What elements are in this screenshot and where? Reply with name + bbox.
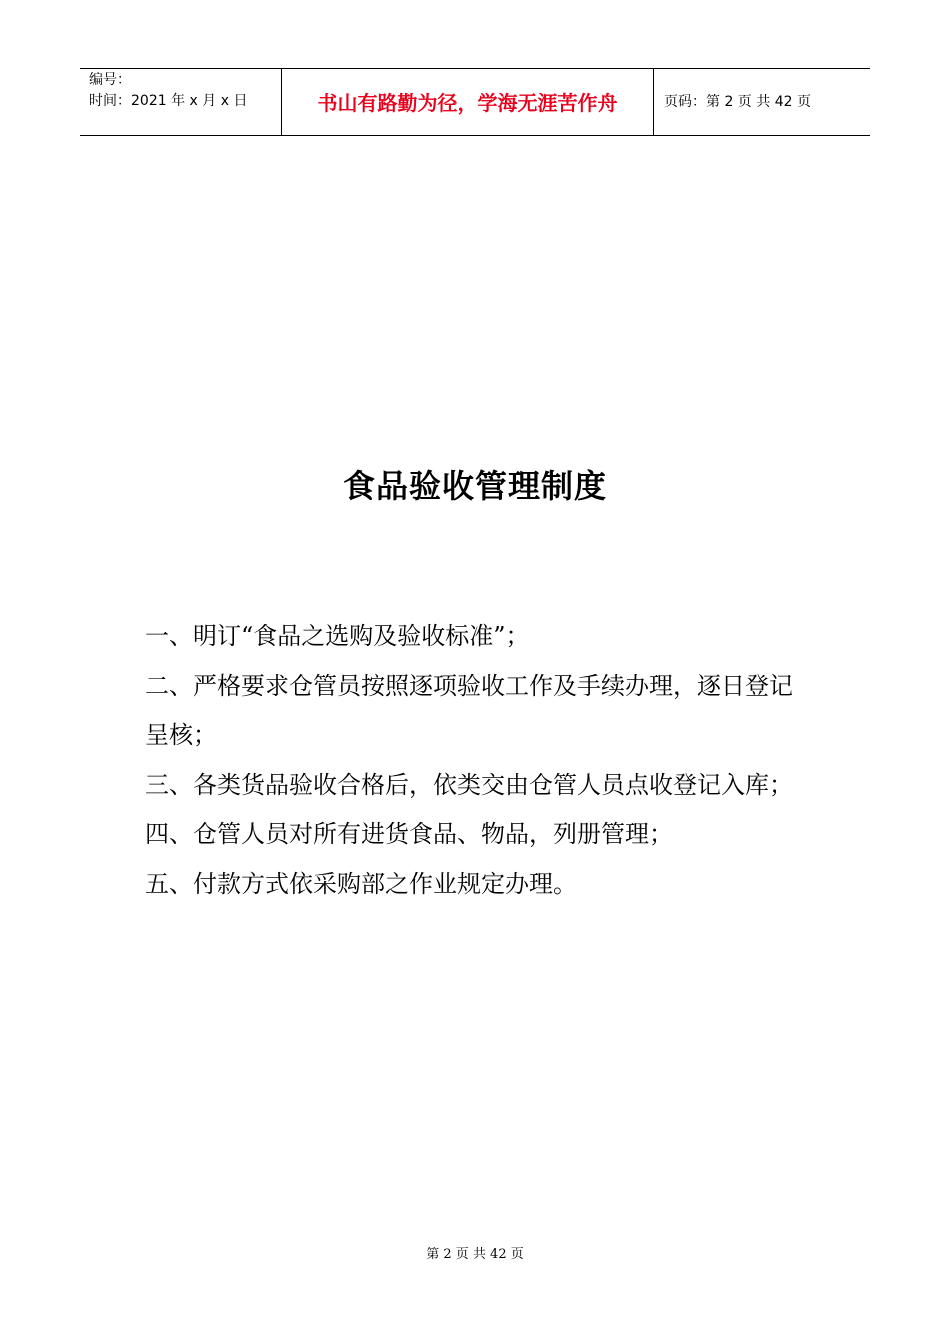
- header-meta-cell: [80, 69, 281, 135]
- footer-page-number: 第 2 页 共 42 页: [426, 1247, 524, 1262]
- document-body: [145, 612, 815, 909]
- header-motto: 书山有路勤为径，学海无涯苦作舟: [317, 91, 618, 115]
- document-date: 时间：2021 年 x 月 x 日: [89, 93, 248, 109]
- clause-4: 四、仓管人员对所有进货食品、物品，列册管理；: [145, 820, 673, 848]
- clause-2: 二、严格要求仓管员按照逐项验收工作及手续办理，逐日登记呈核；: [145, 671, 793, 749]
- header-table: [80, 68, 870, 136]
- header-page-cell: [654, 69, 870, 135]
- clause-5: 五、付款方式依采购部之作业规定办理。: [145, 869, 577, 898]
- clause-3: 三、各类货品验收合格后，依类交由仓管人员点收登记入库；: [145, 770, 793, 799]
- header-motto-cell: [281, 69, 654, 135]
- document-number-label: 编号：: [89, 72, 131, 88]
- clause-1: 一、明订“食品之选购及验收标准”；: [145, 622, 530, 650]
- document-title: 食品验收管理制度: [342, 467, 607, 505]
- header-page-info: 页码：第 2 页 共 42 页: [664, 94, 811, 110]
